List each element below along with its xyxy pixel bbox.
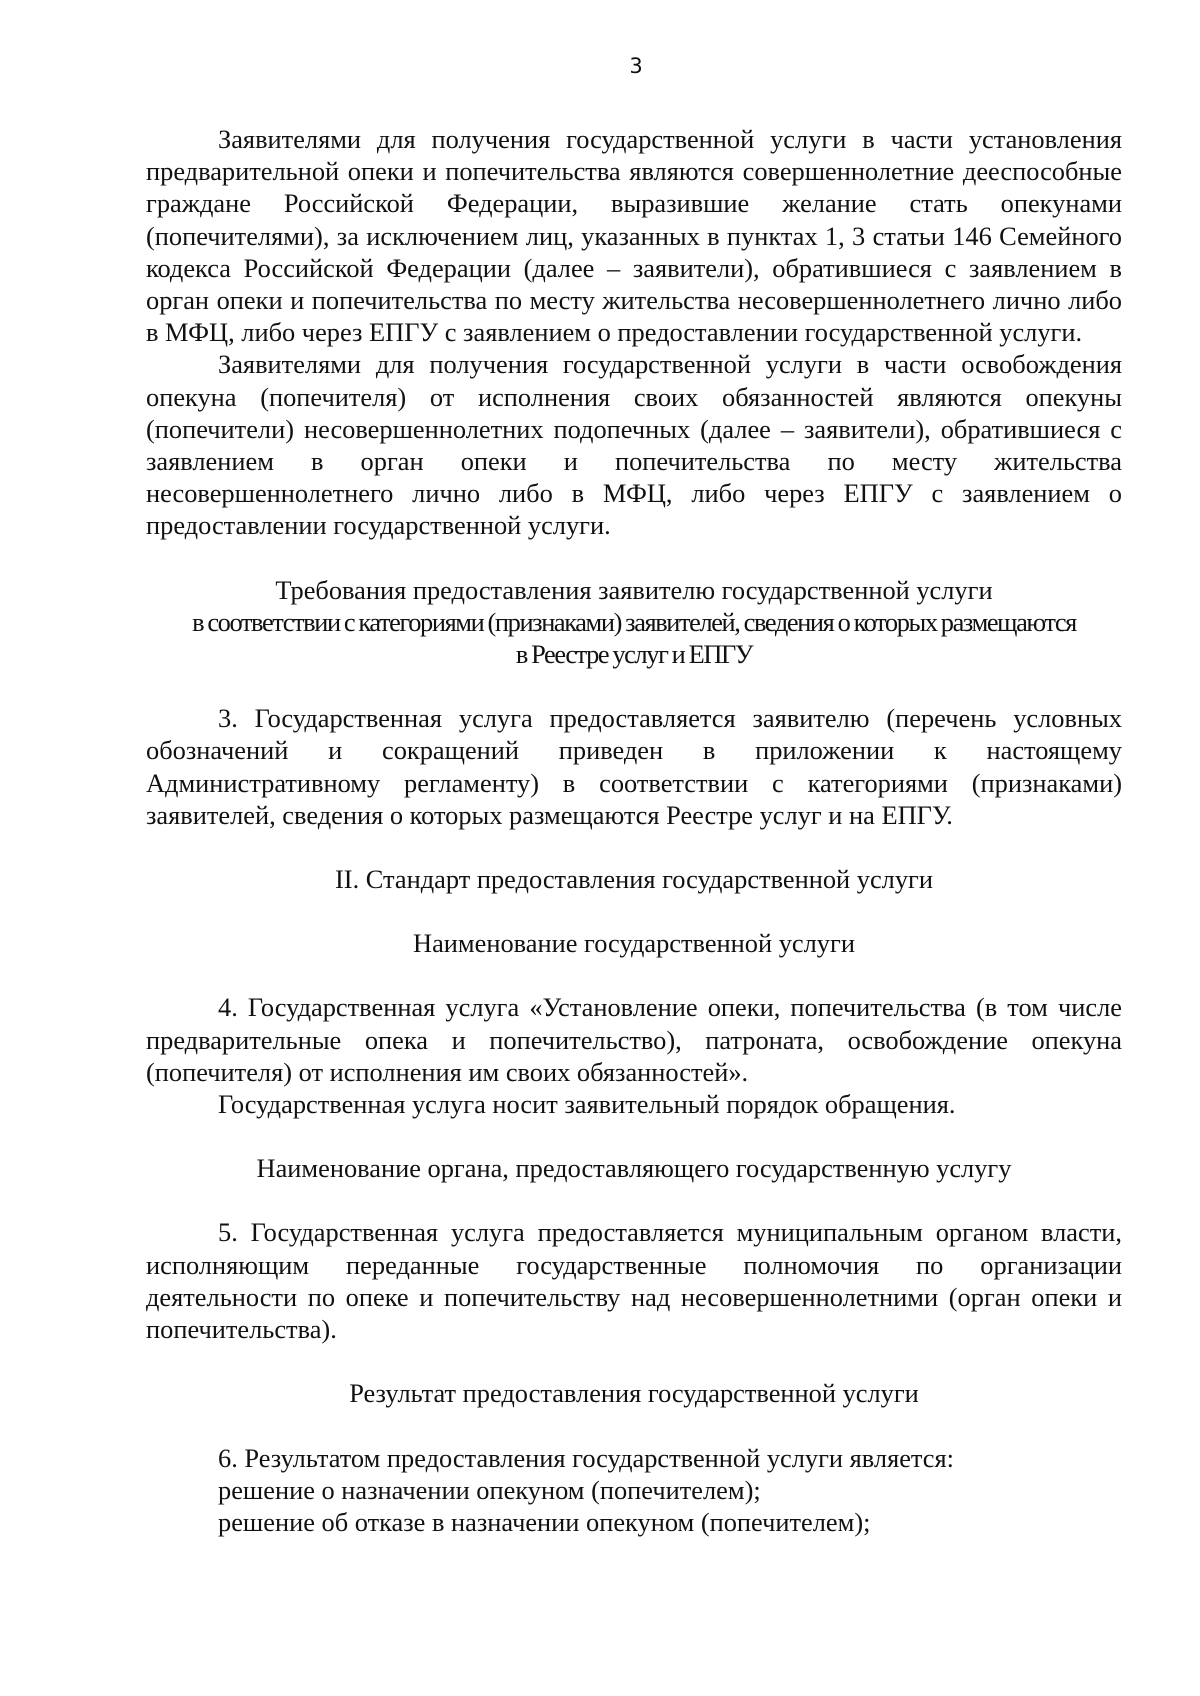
paragraph-applicants-release-guardian: Заявителями для получения государственной услуги в части освобождения опекуна (попечителя) от исполнения своих обязанностей являются опекуны (попечители) несовершеннолетних подопечных (далее – заявители), обратившиеся с заявлением в орган опеки и попечительства по месту жительства несовершеннолетнего лично либо в МФЦ, либо через ЕПГУ с заявлением о предоставлении государственной услуги.	[146, 349, 1122, 541]
heading-service-name: Наименование государственной услуги	[413, 928, 855, 959]
spacer	[146, 895, 1122, 927]
spacer	[146, 670, 1122, 702]
list-item-refusal-decision: решение об отказе в назначении опекуном (попечителем);	[218, 1506, 871, 1537]
spacer	[146, 959, 1122, 991]
heading-requirements-line-2: в соответствии с категориями (признаками) заявителей, сведения о которых размещаются	[192, 606, 1076, 637]
spacer	[146, 542, 1122, 574]
heading-requirements-line-3: в Реестре услуг и ЕПГУ	[515, 639, 753, 670]
paragraph-application-order: Государственная услуга носит заявительный порядок обращения.	[218, 1089, 956, 1120]
spacer	[146, 1184, 1122, 1216]
page-number: 3	[629, 54, 643, 78]
spacer	[146, 1345, 1122, 1377]
spacer	[146, 831, 1122, 863]
paragraph-clause-6: 6. Результатом предоставления государственной услуги является:	[218, 1442, 954, 1473]
heading-service-result: Результат предоставления государственной услуги	[349, 1378, 919, 1409]
heading-section-ii: II. Стандарт предоставления государственной услуги	[335, 864, 933, 895]
paragraph-applicants-preliminary-guardianship: Заявителями для получения государственной услуги в части установления предварительной опеки и попечительства являются совершеннолетние дееспособные граждане Российской Федерации, выразившие желание стать опекунами (попечителями), за исключением лиц, указанных в пунктах 1, 3 статьи 146 Семейного кодекса Российской Федерации (далее – заявители), обратившиеся с заявлением в орган опеки и попечительства по месту жительства несовершеннолетнего лично либо в МФЦ, либо через ЕПГУ с заявлением о предоставлении государственной услуги.	[146, 124, 1122, 348]
paragraph-clause-4: 4. Государственная услуга «Установление опеки, попечительства (в том числе предварительные опека и попечительство), патроната, освобождение опекуна (попечителя) от исполнения им своих обязанностей».	[146, 992, 1122, 1087]
spacer	[146, 1120, 1122, 1152]
heading-providing-body: Наименование органа, предоставляющего государственную услугу	[256, 1153, 1012, 1184]
paragraph-clause-3: 3. Государственная услуга предоставляется заявителю (перечень условных обозначений и сокращений приведен в приложении к настоящему Административному регламенту) в соответствии с категориями (признаками) заявителей, сведения о которых размещаются Реестре услуг и на ЕПГУ.	[146, 703, 1122, 830]
list-item-appointment-decision: решение о назначении опекуном (попечителем);	[218, 1474, 761, 1505]
spacer	[146, 1410, 1122, 1442]
document-body	[146, 123, 1122, 1538]
paragraph-clause-5: 5. Государственная услуга предоставляется муниципальным органом власти, исполняющим переданные государственные полномочия по организации деятельности по опеке и попечительству над несовершеннолетними (орган опеки и попечительства).	[146, 1217, 1122, 1345]
heading-requirements-line-1: Требования предоставления заявителю государственной услуги	[275, 574, 993, 605]
